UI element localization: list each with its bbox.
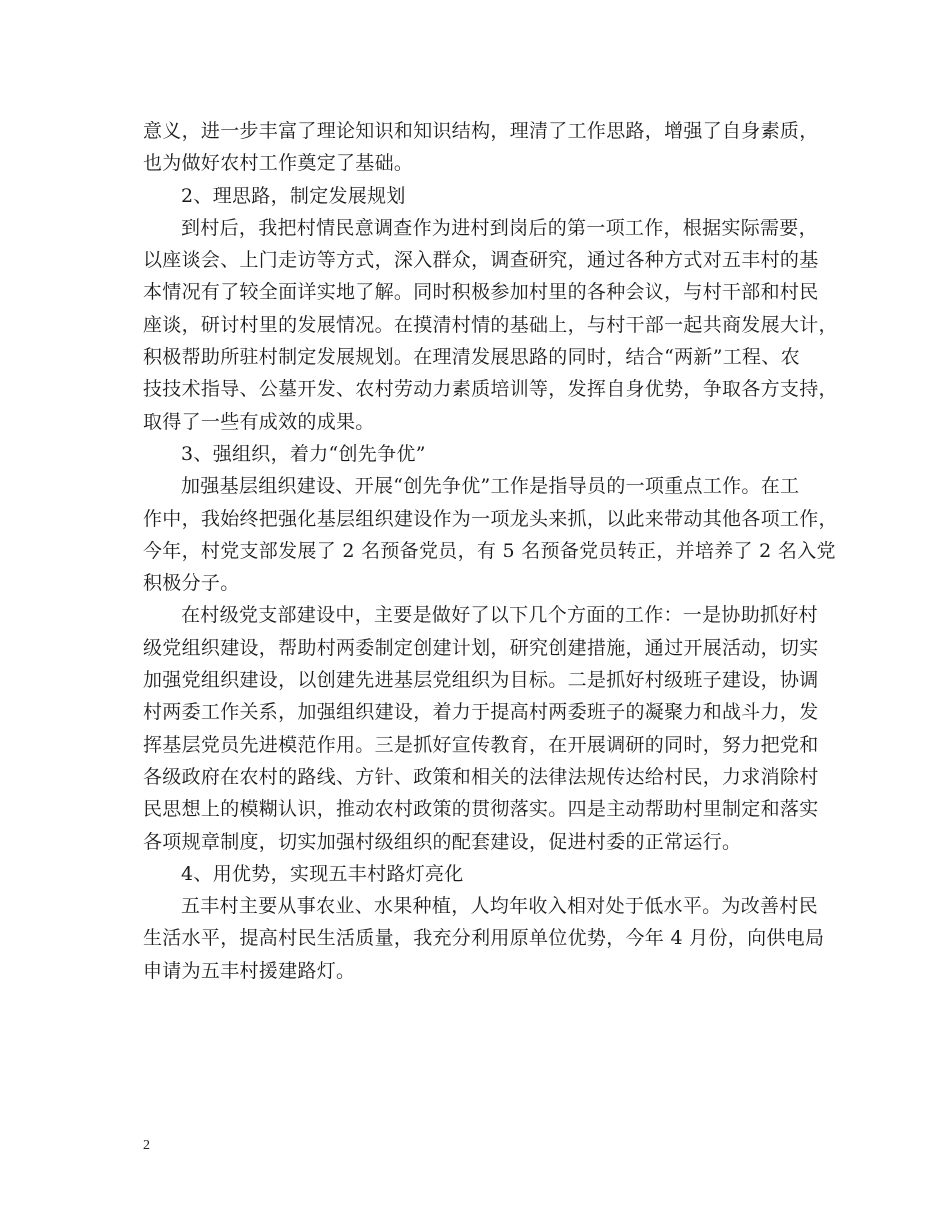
text-line: 在村级党支部建设中，主要是做好了以下几个方面的工作：一是协助抓好村 — [181, 604, 818, 627]
text-line: 申请为五丰村援建路灯。 — [143, 959, 356, 982]
text-line: 3、强组织，着力“创先争优” — [181, 442, 426, 465]
text-line: 加强基层组织建设、开展“创先争优”工作是指导员的一项重点工作。在工 — [181, 475, 800, 498]
text-line: 级党组织建设，帮助村两委制定创建计划，研究创建措施，通过开展活动，切实 — [143, 636, 819, 659]
text-line: 技技术指导、公墓开发、农村劳动力素质培训等，发挥自身优势，争取各方支持， — [143, 378, 838, 401]
text-line: 积极帮助所驻村制定发展规划。在理清发展思路的同时，结合“两新”工程、农 — [143, 346, 800, 369]
text-line: 加强党组织建设，以创建先进基层党组织为目标。二是抓好村级班子建设，协调 — [143, 669, 819, 692]
text-line: 到村后，我把村情民意调查作为进村到岗后的第一项工作，根据实际需要， — [181, 216, 818, 239]
document-body — [143, 115, 838, 987]
text-line: 2、理思路，制定发展规划 — [181, 184, 406, 207]
text-line: 民思想上的模糊认识，推动农村政策的贯彻落实。四是主动帮助村里制定和落实 — [143, 798, 819, 821]
text-line: 本情况有了较全面详实地了解。同时积极参加村里的各种会议，与村干部和村民 — [143, 281, 819, 304]
text-line: 今年，村党支部发展了 2 名预备党员，有 5 名预备党员转正，并培养了 2 名入党 — [143, 539, 836, 562]
text-line: 积极分子。 — [143, 572, 240, 595]
text-line: 也为做好农村工作奠定了基础。 — [143, 152, 414, 175]
page-number: 2 — [143, 1138, 150, 1153]
text-line: 各项规章制度，切实加强村级组织的配套建设，促进村委的正常运行。 — [143, 830, 742, 853]
text-line: 4、用优势，实现五丰村路灯亮化 — [181, 862, 464, 885]
text-line: 五丰村主要从事农业、水果种植，人均年收入相对处于低水平。为改善村民 — [181, 895, 818, 918]
text-line: 各级政府在农村的路线、方针、政策和相关的法律法规传达给村民，力求消除村 — [143, 765, 819, 788]
text-line: 以座谈会、上门走访等方式，深入群众，调查研究，通过各种方式对五丰村的基 — [143, 249, 819, 272]
text-line: 取得了一些有成效的成果。 — [143, 410, 375, 433]
text-line: 座谈，研讨村里的发展情况。在摸清村情的基础上，与村干部一起共商发展大计， — [143, 313, 838, 336]
text-line: 村两委工作关系，加强组织建设，着力于提高村两委班子的凝聚力和战斗力，发 — [143, 701, 819, 724]
text-line: 意义，进一步丰富了理论知识和知识结构，理清了工作思路，增强了自身素质， — [143, 120, 819, 142]
text-line: 挥基层党员先进模范作用。三是抓好宣传教育，在开展调研的同时，努力把党和 — [143, 733, 819, 756]
text-line: 生活水平，提高村民生活质量，我充分利用原单位优势，今年 4 月份，向供电局 — [143, 927, 825, 950]
text-line: 作中，我始终把强化基层组织建设作为一项龙头来抓，以此来带动其他各项工作， — [143, 507, 838, 530]
